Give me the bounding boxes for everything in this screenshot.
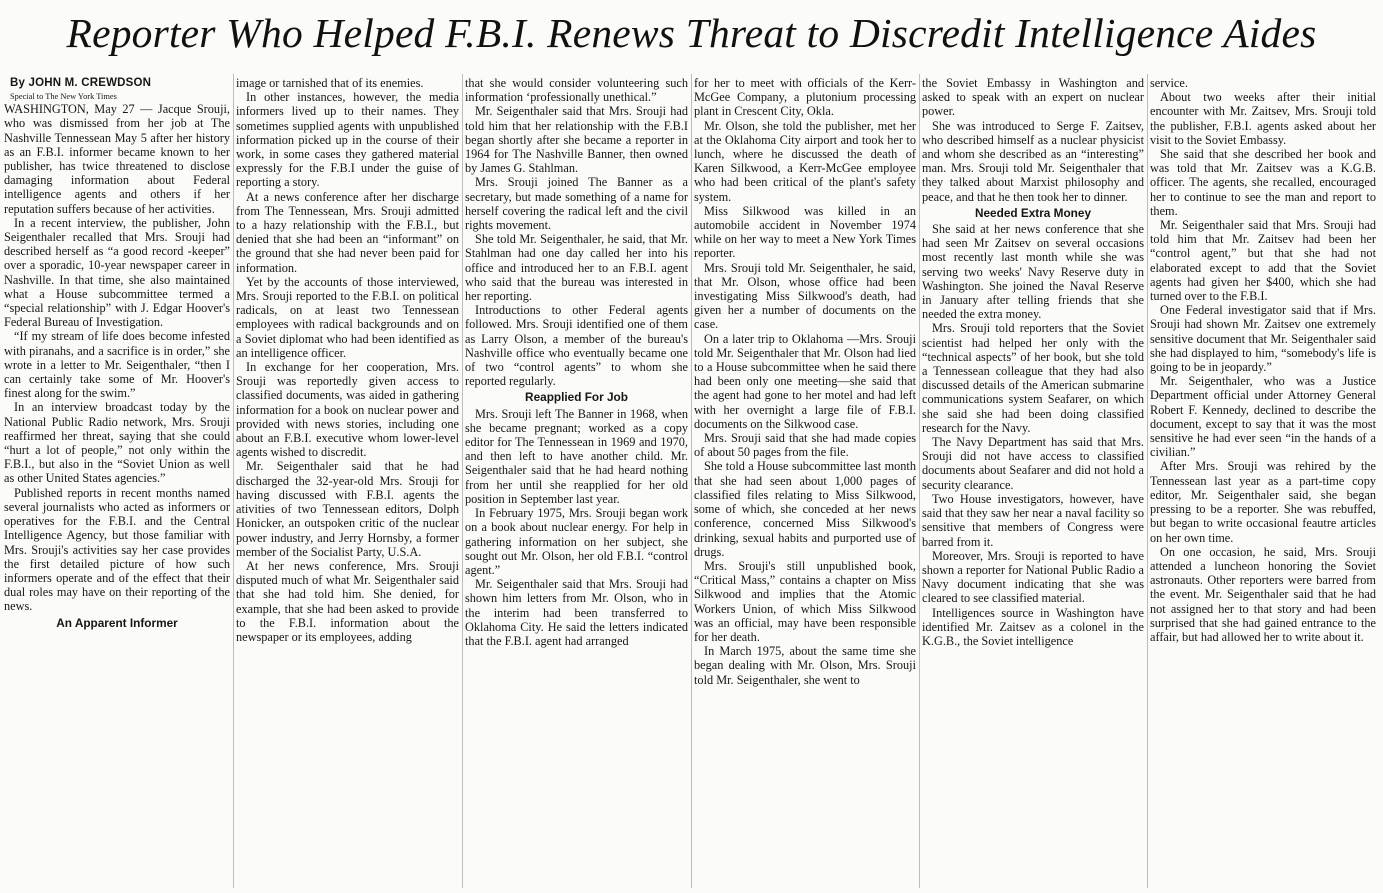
subhead: An Apparent Informer bbox=[56, 615, 178, 630]
paragraph: Mr. Seigenthaler said that Mrs. Srouji had shown him letters from Mr. Olson, who in the interim had been transferred to Oklahoma City. He said the letters indicated that the F.B.I. agent had arranged bbox=[465, 577, 688, 648]
paragraph: service. bbox=[1150, 76, 1188, 90]
paragraph: She told a House subcommittee last month that she had seen about 1,000 pages of classified files relating to Miss Silkwood, some of which, she conceded at her news conference, concerned Miss Silkwood's drinking, sexual habits and purported use of drugs. bbox=[694, 459, 916, 559]
column-rule bbox=[919, 74, 920, 888]
paragraph: Mr. Seigenthaler said that Mrs. Srouji had told him that Mr. Zaitsev had been her “control agent,” but that she had not elaborated except to add that the Soviet agents had given her $400, which she had turned over to the F.B.I. bbox=[1150, 218, 1376, 304]
article-column-6 bbox=[1150, 76, 1376, 888]
paragraph: Yet by the accounts of those interviewed, Mrs. Srouji reported to the F.B.I. on political radicals, on at least two Tennessean employees with radical backgrounds and on a Soviet diplomat who had been identified as an intelligence officer. bbox=[236, 274, 459, 360]
subhead: Reapplied For Job bbox=[525, 390, 628, 405]
column-rule bbox=[1147, 74, 1148, 888]
paragraph: In other instances, however, the media informers lived up to their names. They sometimes supplied agents with unpublished information picked up in the course of their work, in some cases they gathered material expressly for the F.B.I under the guise of reporting a story. bbox=[236, 90, 459, 190]
paragraph: In February 1975, Mrs. Srouji began work on a book about nuclear energy. For help in gathering information on her subject, she sought out Mr. Olson, her old F.B.I. “control agent.” bbox=[465, 506, 688, 577]
paragraph: for her to meet with officials of the Kerr-McGee Company, a plutonium processing plant in Crescent City, Okla. bbox=[694, 76, 916, 119]
subhead: Needed Extra Money bbox=[974, 205, 1092, 220]
paragraph: Mrs. Srouji told reporters that the Soviet scientist had helped her only with the “technical aspects” of her book, but she told a Tennessean colleague that they had also discussed details of the American submarine communications system Seafarer, on which she said she had been doing classified research for the Navy. bbox=[922, 321, 1144, 435]
article-column-2 bbox=[236, 76, 459, 888]
paragraph: She said that she described her book and was told that Mr. Zaitsev was a K.G.B. officer. The agents, she recalled, encouraged her to continue to see the man and report to them. bbox=[1150, 147, 1376, 218]
paragraph: Published reports in recent months named several journalists who acted as informers or operatives for the F.B.I. and the Central Intelligence Agency, but those familiar with Mrs. Srouji's activities say her case provides the first detailed picture of how such informers operate and of the effect that their dual roles may have on their reporting of the news. bbox=[4, 485, 230, 614]
column-rule bbox=[691, 74, 692, 888]
paragraph: Miss Silkwood was killed in an automobile accident in November 1974 while on her way to meet a New York Times reporter. bbox=[694, 203, 916, 261]
paragraph: Mr. Seigenthaler said that Mrs. Srouji had told him that her relationship with the F.B.I began shortly after she became a reporter in 1964 for The Nashville Banner, then owned by James G. Stahlman. bbox=[465, 104, 688, 176]
paragraph: Intelligences source in Washington have identified Mr. Zaitsev as a colonel in the K.G.B., the Soviet intelligence bbox=[922, 605, 1144, 648]
paragraph: image or tarnished that of its enemies. bbox=[236, 76, 424, 90]
paragraph: Introductions to other Federal agents followed. Mrs. Srouji identified one of them as Larry Olson, a member of the bureau's Nashville office who eventually became one of two “control agents” to whom she reported regularly. bbox=[465, 303, 688, 389]
paragraph: In exchange for her cooperation, Mrs. Srouji was reportedly given access to classified documents, was aided in gathering information for a book on nuclear power and provided with news stories, including one about an F.B.I. executive whom lower-level agents wished to discredit. bbox=[236, 360, 459, 460]
paragraph: the Soviet Embassy in Washington and asked to speak with an expert on nuclear power. bbox=[922, 76, 1144, 119]
headline: Reporter Who Helped F.B.I. Renews Threat to Discredit Intelligence Aides bbox=[66, 10, 1317, 56]
paragraph: She said at her news conference that she had seen Mr Zaitsev on several occasions most recently last month while she was serving two weeks' Navy Reserve duty in Washington. She joined the Naval Reserve in January after telling friends that she needed the extra money. bbox=[922, 222, 1144, 322]
paragraph: Mr. Seigenthaler, who was a Justice Department official under Attorney General Robert F. Kennedy, declined to describe the document, except to say that it was the most sensitive he had ever seen “in the hands of a civilian.” bbox=[1150, 374, 1376, 460]
article-column-5 bbox=[922, 76, 1144, 888]
paragraph: Mr. Seigenthaler said that he had discharged the 32-year-old Mrs. Srouji for having discussed with F.B.I. agents the ativities of two Tennessean editors, Dolph Honicker, an outspoken critic of the nuclear power industry, and Jerry Hornsby, a former member of the Socialist Party, U.S.A. bbox=[236, 459, 459, 559]
article-column-4 bbox=[694, 76, 916, 888]
paragraph: Mrs. Srouji left The Banner in 1968, when she became pregnant; worked as a copy editor for The Tennessean in 1969 and 1970, and then left to have another child. Mr. Seigenthaler said that he had heard nothing from her until she reapplied for her old position in September last year. bbox=[465, 406, 688, 506]
paragraph: She was introduced to Serge F. Zaitsev, who described himself as a nuclear physicist and whom she described as an “interesting” man. Mrs. Srouji told Mr. Seigenthaler that they talked about Marxist philosophy and peace, and that he then took her to dinner. bbox=[922, 118, 1144, 204]
special-credit: Special to The New York Times bbox=[10, 92, 117, 102]
paragraph: On a later trip to Oklahoma —Mrs. Srouji told Mr. Seigenthaler that Mr. Olson had lied to a House subcommittee when he said there had been only one meeting—she said that the agent had gone to her motel and had left with her overnight a large file of F.B.I. documents on the Silkwood case. bbox=[694, 331, 916, 431]
paragraph: Mr. Olson, she told the publisher, met her at the Oklahoma City airport and took her to lunch, where he discussed the death of Karen Silkwood, a Kerr-McGee employee who had been critical of the plant's safety system. bbox=[694, 118, 916, 204]
paragraph: “If my stream of life does become infested with piranahs, and a sacrifice is in order,” she wrote in a letter to Mr. Seigenthaler, “then I can certainly take some of Mr. Hoover's finest along for the swim.” bbox=[4, 329, 230, 401]
column-rule bbox=[233, 74, 234, 888]
paragraph: Mrs. Srouji's still unpublished book, “Critical Mass,” contains a chapter on Miss Silkwood and implies that the Atomic Workers Union, of which Miss Silkwood was an official, may have been responsible for her death. bbox=[694, 558, 916, 644]
paragraph: Mrs. Srouji joined The Banner as a secretary, but made something of a name for herself covering the radical left and the civil rights movement. bbox=[465, 175, 688, 233]
paragraph: In a recent interview, the publisher, John Seigenthaler recalled that Mrs. Srouji had described herself as “a good record -keeper” over a sporadic, 10-year newspaper career in Nashville. In that time, she also maintained what a House subcommittee termed a “special relationship” with J. Edgar Hoover's Federal Bureau of Investigation. bbox=[4, 215, 230, 330]
article-column-3 bbox=[465, 76, 688, 888]
paragraph: At her news conference, Mrs. Srouji disputed much of what Mr. Seigenthaler said that she had told him. She denied, for example, that she had been asked to provide to the F.B.I. information about the newspaper or its employees, adding bbox=[236, 558, 459, 644]
paragraph: She told Mr. Seigenthaler, he said, that Mr. Stahlman had one day called her into his office and introduced her to an F.B.I. agent who said that the bureau was interested in her reporting. bbox=[465, 232, 688, 304]
paragraph: that she would consider volunteering such information ‘professionally unethical.” bbox=[465, 76, 688, 105]
paragraph: Two House investigators, however, have said that they saw her near a naval facility so sensitive that members of Congress were barred from it. bbox=[922, 491, 1144, 549]
paragraph: In an interview broadcast today by the National Public Radio network, Mrs. Srouji reaffirmed her threat, saying that she could “hurt a lot of people,” not only within the F.B.I., but also in the “Soviet Union as well as other United States agencies.” bbox=[4, 400, 230, 486]
column-rule bbox=[462, 74, 463, 888]
paragraph: At a news conference after her discharge from The Tennessean, Mrs. Srouji admitted to a hazy relationship with the F.B.I., but denied that she had been an “informant” on the ground that she had never been paid for information. bbox=[236, 189, 459, 275]
paragraph: After Mrs. Srouji was rehired by the Tennessean last year as a part-time copy editor, Mr. Seigenthaler said, she began pressing to be a reporter. She was rebuffed, but began to write occasional feautre articles on her own time. bbox=[1150, 459, 1376, 545]
paragraph: Mrs. Srouji told Mr. Seigenthaler, he said, that Mr. Olson, whose office had been investigating Miss Silkwood's death, had given her a number of documents on the case. bbox=[694, 260, 916, 332]
paragraph: Moreover, Mrs. Srouji is reported to have shown a reporter for National Public Radio a Navy document indicating that she was cleared to see classified material. bbox=[922, 548, 1144, 606]
article-column-1 bbox=[4, 76, 230, 888]
paragraph: On one occasion, he said, Mrs. Srouji attended a luncheon honoring the Soviet astronauts. Other reporters were barred from the event. Mr. Seigenthaler said that he had not assigned her to that story and had been surprised that she had gained entrance to the affair, but had allowed her to write about it. bbox=[1150, 544, 1376, 644]
byline: By JOHN M. CREWDSON bbox=[10, 77, 152, 89]
paragraph: WASHINGTON, May 27 — Jacque Srouji, who was dismissed from her job at The Nashville Tennessean May 5 after her history as an F.B.I. informer became known to her publisher, has twice threatened to disclose damaging information about Federal intelligence agents and others if her reputation suffers because of her activities. bbox=[4, 102, 230, 216]
paragraph: About two weeks after their initial encounter with Mr. Zaitsev, Mrs. Srouji told the publisher, F.B.I. agents asked about her visit to the Soviet Embassy. bbox=[1150, 90, 1376, 147]
paragraph: In March 1975, about the same time she began dealing with Mr. Olson, Mrs. Srouji told Mr. Seigenthaler, she went to bbox=[694, 644, 916, 687]
paragraph: The Navy Department has said that Mrs. Srouji did not have access to classified documents about Seafarer and did not hold a security clearance. bbox=[922, 435, 1144, 492]
paragraph: One Federal investigator said that if Mrs. Srouji had shown Mr. Zaitsev one extremely sensitive document that Mr. Seigenthaler said she had displayed to him, “somebody's life is going to be in jeopardy.” bbox=[1150, 303, 1376, 375]
paragraph: Mrs. Srouji said that she had made copies of about 50 pages from the file. bbox=[694, 431, 916, 460]
